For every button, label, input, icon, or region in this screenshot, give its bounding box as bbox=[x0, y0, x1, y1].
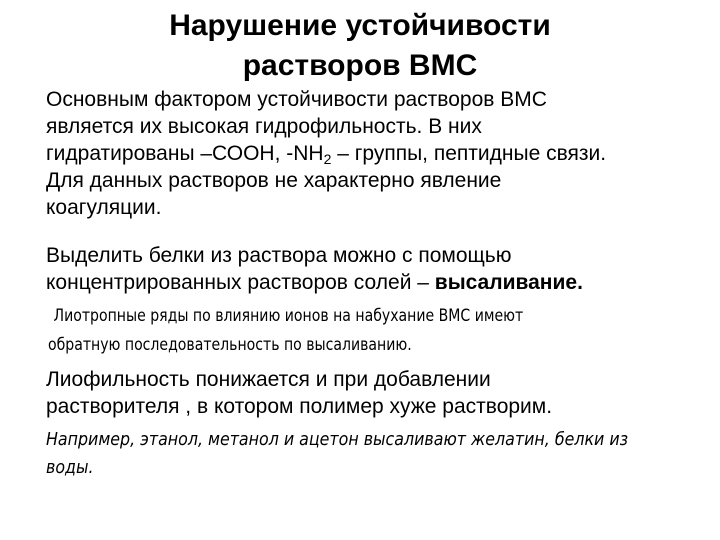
paragraph-5-line-2: воды. bbox=[46, 457, 94, 478]
paragraph-1-line-1: Основным фактором устойчивости растворов ВМС bbox=[46, 88, 547, 111]
slide-title-line-2: растворов ВМС bbox=[242, 49, 478, 82]
slide-title bbox=[60, 6, 660, 86]
paragraph-lyophilicity bbox=[46, 366, 706, 420]
paragraph-2-line-1: Выделить белки из раствора можно с помощью bbox=[46, 244, 512, 267]
paragraph-stability-factor bbox=[46, 86, 706, 221]
paragraph-1-line-3-start: гидратированы –СООН, -NH bbox=[46, 142, 324, 165]
paragraph-1-line-3 bbox=[46, 140, 706, 167]
paragraph-1-line-3-end: – группы, пептидные связи. bbox=[331, 142, 607, 165]
salting-out-term: высаливание. bbox=[434, 271, 583, 294]
paragraph-3-line-2: обратную последовательность по высаливанию. bbox=[48, 335, 412, 355]
subscript-2: 2 bbox=[323, 151, 332, 167]
paragraph-3-line-1: Лиотропные ряды по влиянию ионов на набухание ВМС имеют bbox=[53, 306, 524, 326]
paragraph-salting-out bbox=[46, 242, 706, 296]
paragraph-1-line-2: является их высокая гидрофильность. В них bbox=[46, 115, 482, 138]
paragraph-example bbox=[46, 426, 627, 482]
paragraph-2-line-2-text: концентрированных растворов солей – bbox=[46, 271, 435, 294]
paragraph-lyotropic-series bbox=[48, 302, 655, 360]
slide-title-line-1: Нарушение устойчивости bbox=[169, 9, 551, 42]
paragraph-1-line-5: коагуляции. bbox=[46, 196, 162, 219]
paragraph-1-line-4: Для данных растворов не характерно явление bbox=[46, 169, 502, 192]
paragraph-4-line-1: Лиофильность понижается и при добавлении bbox=[46, 368, 491, 391]
paragraph-5-line-1: Например, этанол, метанол и ацетон высаливают желатин, белки из bbox=[46, 429, 629, 450]
paragraph-2-line-2 bbox=[46, 269, 706, 296]
paragraph-4-line-2: растворителя , в котором полимер хуже растворим. bbox=[46, 395, 553, 418]
